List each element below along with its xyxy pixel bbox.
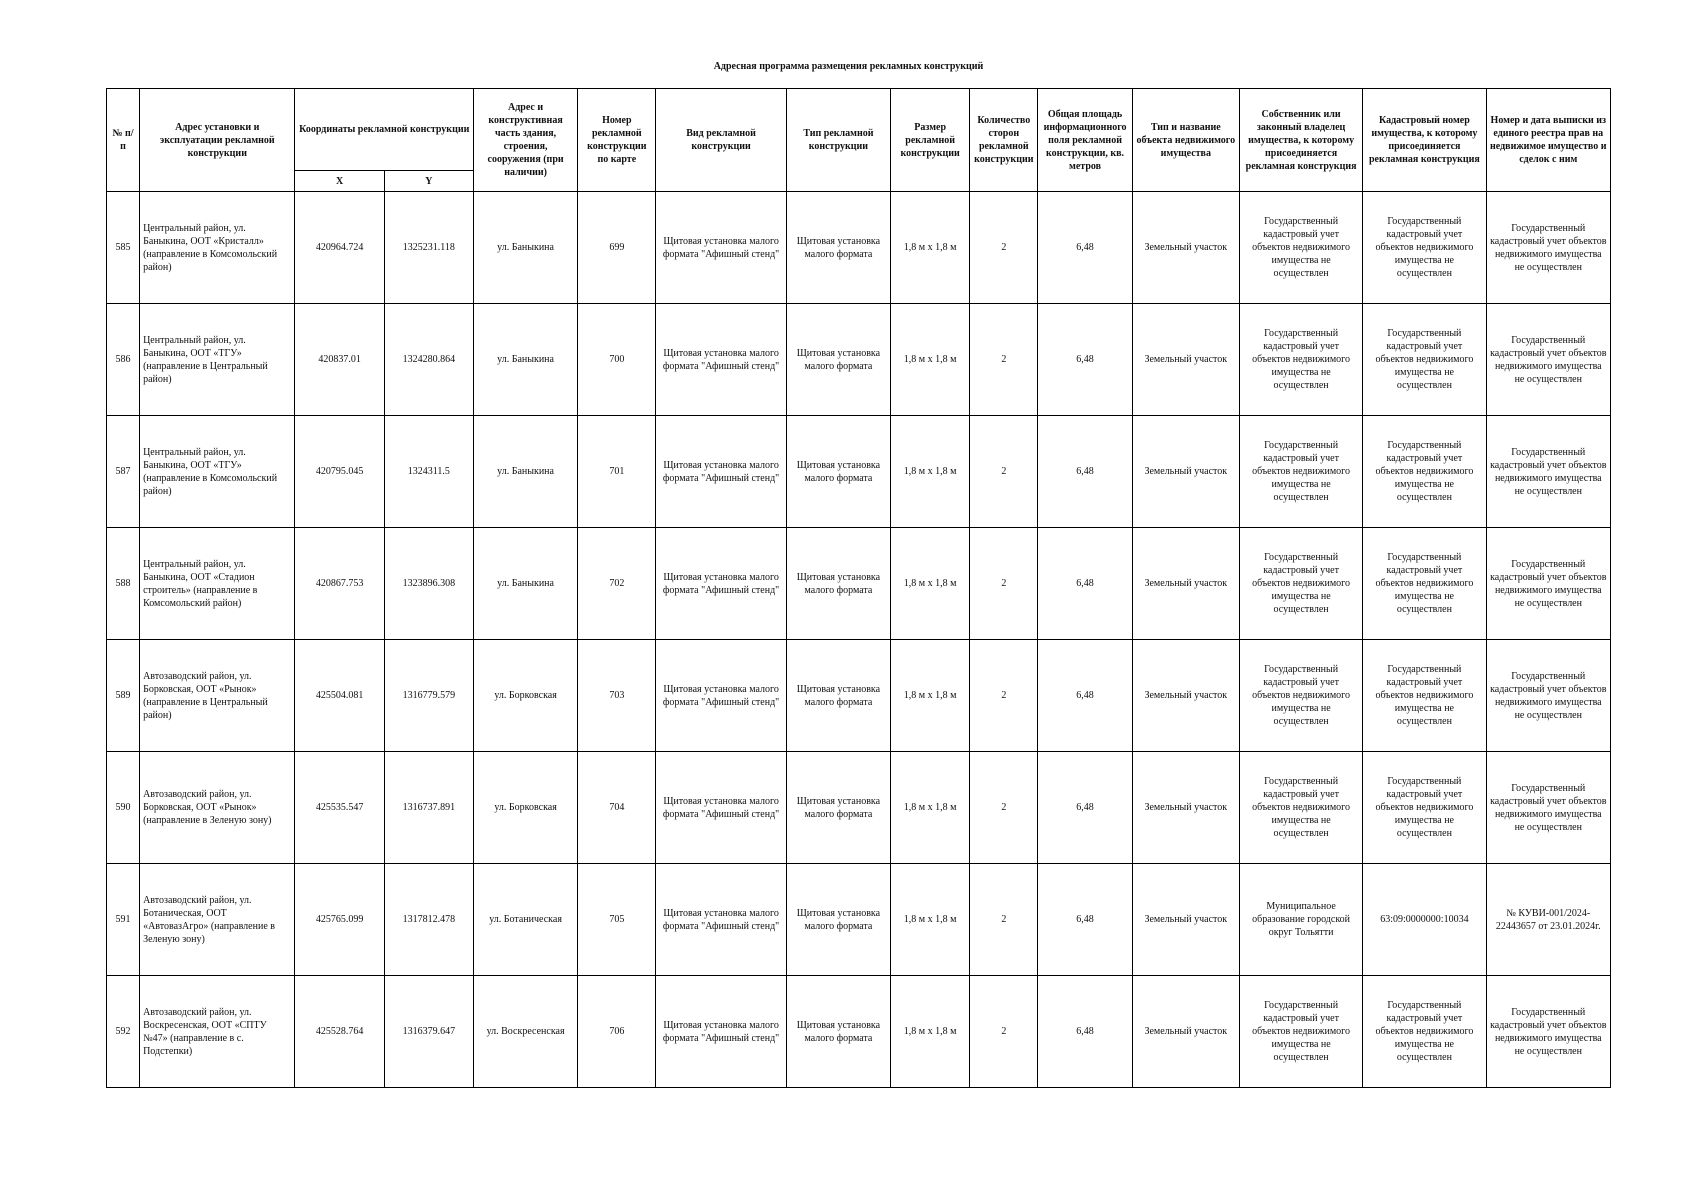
header-num: № п/п — [107, 89, 140, 192]
cell-area: 6,48 — [1038, 528, 1132, 640]
cell-property: Земельный участок — [1132, 528, 1239, 640]
header-map-no: Номер рекламной конструкции по карте — [578, 89, 656, 192]
cell-map-no: 701 — [578, 416, 656, 528]
cell-address: Автозаводский район, ул. Борковская, ООТ «Рынок» (направление в Зеленую зону) — [140, 752, 295, 864]
cell-num: 585 — [107, 192, 140, 304]
header-cadastral: Кадастровый номер имущества, к которому присоединяется рекламная конструкция — [1363, 89, 1486, 192]
cell-kind: Щитовая установка малого формата "Афишный стенд" — [656, 304, 786, 416]
cell-type: Щитовая установка малого формата — [786, 528, 890, 640]
cell-kind: Щитовая установка малого формата "Афишный стенд" — [656, 752, 786, 864]
cell-type: Щитовая установка малого формата — [786, 304, 890, 416]
cell-building: ул. Баныкина — [473, 192, 577, 304]
cell-size: 1,8 м х 1,8 м — [891, 976, 970, 1088]
cell-type: Щитовая установка малого формата — [786, 864, 890, 976]
cell-map-no: 704 — [578, 752, 656, 864]
header-egrn: Номер и дата выписки из единого реестра прав на недвижимое имущество и сделок с ним — [1486, 89, 1610, 192]
advertising-structures-table — [106, 88, 1611, 1088]
cell-x: 420837.01 — [295, 304, 384, 416]
cell-num: 586 — [107, 304, 140, 416]
cell-owner: Государственный кадастровый учет объектов недвижимого имущества не осуществлен — [1239, 528, 1362, 640]
cell-num: 588 — [107, 528, 140, 640]
cell-type: Щитовая установка малого формата — [786, 640, 890, 752]
table-row — [107, 864, 1611, 976]
cell-cadastral: Государственный кадастровый учет объектов недвижимого имущества не осуществлен — [1363, 192, 1486, 304]
cell-sides: 2 — [970, 192, 1038, 304]
cell-area: 6,48 — [1038, 416, 1132, 528]
cell-property: Земельный участок — [1132, 304, 1239, 416]
cell-x: 425535.547 — [295, 752, 384, 864]
cell-owner: Государственный кадастровый учет объектов недвижимого имущества не осуществлен — [1239, 976, 1362, 1088]
cell-kind: Щитовая установка малого формата "Афишный стенд" — [656, 192, 786, 304]
header-kind: Вид рекламной конструкции — [656, 89, 786, 192]
cell-x: 425504.081 — [295, 640, 384, 752]
cell-property: Земельный участок — [1132, 864, 1239, 976]
cell-egrn: Государственный кадастровый учет объектов недвижимого имущества не осуществлен — [1486, 528, 1610, 640]
table-row — [107, 192, 1611, 304]
cell-owner: Государственный кадастровый учет объектов недвижимого имущества не осуществлен — [1239, 304, 1362, 416]
cell-x: 420867.753 — [295, 528, 384, 640]
cell-address: Центральный район, ул. Баныкина, ООТ «ТГУ» (направление в Центральный район) — [140, 304, 295, 416]
cell-kind: Щитовая установка малого формата "Афишный стенд" — [656, 640, 786, 752]
cell-num: 589 — [107, 640, 140, 752]
cell-egrn: Государственный кадастровый учет объектов недвижимого имущества не осуществлен — [1486, 304, 1610, 416]
table-row — [107, 640, 1611, 752]
cell-cadastral: Государственный кадастровый учет объектов недвижимого имущества не осуществлен — [1363, 976, 1486, 1088]
cell-kind: Щитовая установка малого формата "Афишный стенд" — [656, 528, 786, 640]
cell-sides: 2 — [970, 640, 1038, 752]
cell-owner: Государственный кадастровый учет объектов недвижимого имущества не осуществлен — [1239, 192, 1362, 304]
cell-address: Центральный район, ул. Баныкина, ООТ «Кристалл» (направление в Комсомольский район) — [140, 192, 295, 304]
cell-type: Щитовая установка малого формата — [786, 752, 890, 864]
cell-x: 420795.045 — [295, 416, 384, 528]
header-x: X — [295, 171, 384, 192]
cell-size: 1,8 м х 1,8 м — [891, 416, 970, 528]
cell-address: Автозаводский район, ул. Воскресенская, ООТ «СПТУ №47» (направление в с. Подстепки) — [140, 976, 295, 1088]
cell-type: Щитовая установка малого формата — [786, 416, 890, 528]
header-owner: Собственник или законный владелец имущества, к которому присоединяется рекламная конструкция — [1239, 89, 1362, 192]
cell-egrn: Государственный кадастровый учет объектов недвижимого имущества не осуществлен — [1486, 640, 1610, 752]
cell-size: 1,8 м х 1,8 м — [891, 528, 970, 640]
cell-size: 1,8 м х 1,8 м — [891, 864, 970, 976]
cell-x: 425528.764 — [295, 976, 384, 1088]
document-title: Адресная программа размещения рекламных конструкций — [713, 61, 984, 72]
table-row — [107, 752, 1611, 864]
header-y: Y — [384, 171, 473, 192]
cell-kind: Щитовая установка малого формата "Афишный стенд" — [656, 864, 786, 976]
cell-property: Земельный участок — [1132, 976, 1239, 1088]
cell-property: Земельный участок — [1132, 416, 1239, 528]
cell-area: 6,48 — [1038, 752, 1132, 864]
cell-x: 420964.724 — [295, 192, 384, 304]
cell-building: ул. Борковская — [473, 752, 577, 864]
cell-address: Автозаводский район, ул. Ботаническая, ООТ «АвтовазАгро» (направление в Зеленую зону) — [140, 864, 295, 976]
cell-area: 6,48 — [1038, 864, 1132, 976]
cell-egrn: Государственный кадастровый учет объектов недвижимого имущества не осуществлен — [1486, 192, 1610, 304]
cell-building: ул. Воскресенская — [473, 976, 577, 1088]
cell-x: 425765.099 — [295, 864, 384, 976]
cell-size: 1,8 м х 1,8 м — [891, 304, 970, 416]
cell-owner: Государственный кадастровый учет объектов недвижимого имущества не осуществлен — [1239, 752, 1362, 864]
cell-owner: Государственный кадастровый учет объектов недвижимого имущества не осуществлен — [1239, 640, 1362, 752]
cell-map-no: 702 — [578, 528, 656, 640]
cell-address: Центральный район, ул. Баныкина, ООТ «ТГУ» (направление в Комсомольский район) — [140, 416, 295, 528]
cell-building: ул. Борковская — [473, 640, 577, 752]
cell-map-no: 705 — [578, 864, 656, 976]
cell-cadastral: Государственный кадастровый учет объектов недвижимого имущества не осуществлен — [1363, 752, 1486, 864]
cell-building: ул. Баныкина — [473, 416, 577, 528]
cell-sides: 2 — [970, 864, 1038, 976]
header-row — [107, 89, 1611, 171]
cell-owner: Муниципальное образование городской округ Тольятти — [1239, 864, 1362, 976]
cell-type: Щитовая установка малого формата — [786, 192, 890, 304]
cell-cadastral: Государственный кадастровый учет объектов недвижимого имущества не осуществлен — [1363, 304, 1486, 416]
cell-map-no: 699 — [578, 192, 656, 304]
cell-sides: 2 — [970, 976, 1038, 1088]
table-row — [107, 528, 1611, 640]
cell-type: Щитовая установка малого формата — [786, 976, 890, 1088]
cell-sides: 2 — [970, 752, 1038, 864]
cell-num: 591 — [107, 864, 140, 976]
cell-num: 587 — [107, 416, 140, 528]
cell-sides: 2 — [970, 416, 1038, 528]
cell-area: 6,48 — [1038, 192, 1132, 304]
cell-size: 1,8 м х 1,8 м — [891, 640, 970, 752]
header-sides: Количество сторон рекламной конструкции — [970, 89, 1038, 192]
cell-kind: Щитовая установка малого формата "Афишный стенд" — [656, 976, 786, 1088]
cell-y: 1324311.5 — [384, 416, 473, 528]
cell-property: Земельный участок — [1132, 752, 1239, 864]
cell-num: 592 — [107, 976, 140, 1088]
cell-y: 1324280.864 — [384, 304, 473, 416]
header-property: Тип и название объекта недвижимого имущества — [1132, 89, 1239, 192]
cell-owner: Государственный кадастровый учет объектов недвижимого имущества не осуществлен — [1239, 416, 1362, 528]
table-row — [107, 304, 1611, 416]
cell-y: 1316737.891 — [384, 752, 473, 864]
header-area: Общая площадь информационного поля рекламной конструкции, кв. метров — [1038, 89, 1132, 192]
cell-size: 1,8 м х 1,8 м — [891, 192, 970, 304]
cell-area: 6,48 — [1038, 304, 1132, 416]
cell-address: Автозаводский район, ул. Борковская, ООТ «Рынок» (направление в Центральный район) — [140, 640, 295, 752]
table-row — [107, 976, 1611, 1088]
header-building: Адрес и конструктивная часть здания, строения, сооружения (при наличии) — [473, 89, 577, 192]
cell-egrn: Государственный кадастровый учет объектов недвижимого имущества не осуществлен — [1486, 416, 1610, 528]
cell-map-no: 700 — [578, 304, 656, 416]
cell-property: Земельный участок — [1132, 192, 1239, 304]
cell-property: Земельный участок — [1132, 640, 1239, 752]
header-type: Тип рекламной конструкции — [786, 89, 890, 192]
cell-building: ул. Ботаническая — [473, 864, 577, 976]
cell-size: 1,8 м х 1,8 м — [891, 752, 970, 864]
table-row — [107, 416, 1611, 528]
cell-map-no: 703 — [578, 640, 656, 752]
cell-num: 590 — [107, 752, 140, 864]
cell-area: 6,48 — [1038, 640, 1132, 752]
cell-y: 1317812.478 — [384, 864, 473, 976]
cell-egrn: Государственный кадастровый учет объектов недвижимого имущества не осуществлен — [1486, 976, 1610, 1088]
header-address: Адрес установки и эксплуатации рекламной конструкции — [140, 89, 295, 192]
cell-egrn: Государственный кадастровый учет объектов недвижимого имущества не осуществлен — [1486, 752, 1610, 864]
cell-y: 1325231.118 — [384, 192, 473, 304]
cell-building: ул. Баныкина — [473, 304, 577, 416]
cell-map-no: 706 — [578, 976, 656, 1088]
cell-y: 1323896.308 — [384, 528, 473, 640]
cell-cadastral: Государственный кадастровый учет объектов недвижимого имущества не осуществлен — [1363, 640, 1486, 752]
header-coords: Координаты рекламной конструкции — [295, 89, 473, 171]
cell-sides: 2 — [970, 304, 1038, 416]
cell-sides: 2 — [970, 528, 1038, 640]
cell-address: Центральный район, ул. Баныкина, ООТ «Стадион строитель» (направление в Комсомольский район) — [140, 528, 295, 640]
cell-kind: Щитовая установка малого формата "Афишный стенд" — [656, 416, 786, 528]
header-size: Размер рекламной конструкции — [891, 89, 970, 192]
cell-cadastral: Государственный кадастровый учет объектов недвижимого имущества не осуществлен — [1363, 528, 1486, 640]
cell-cadastral: 63:09:0000000:10034 — [1363, 864, 1486, 976]
cell-building: ул. Баныкина — [473, 528, 577, 640]
cell-egrn: № КУВИ-001/2024-22443657 от 23.01.2024г. — [1486, 864, 1610, 976]
cell-cadastral: Государственный кадастровый учет объектов недвижимого имущества не осуществлен — [1363, 416, 1486, 528]
cell-y: 1316779.579 — [384, 640, 473, 752]
cell-y: 1316379.647 — [384, 976, 473, 1088]
cell-area: 6,48 — [1038, 976, 1132, 1088]
